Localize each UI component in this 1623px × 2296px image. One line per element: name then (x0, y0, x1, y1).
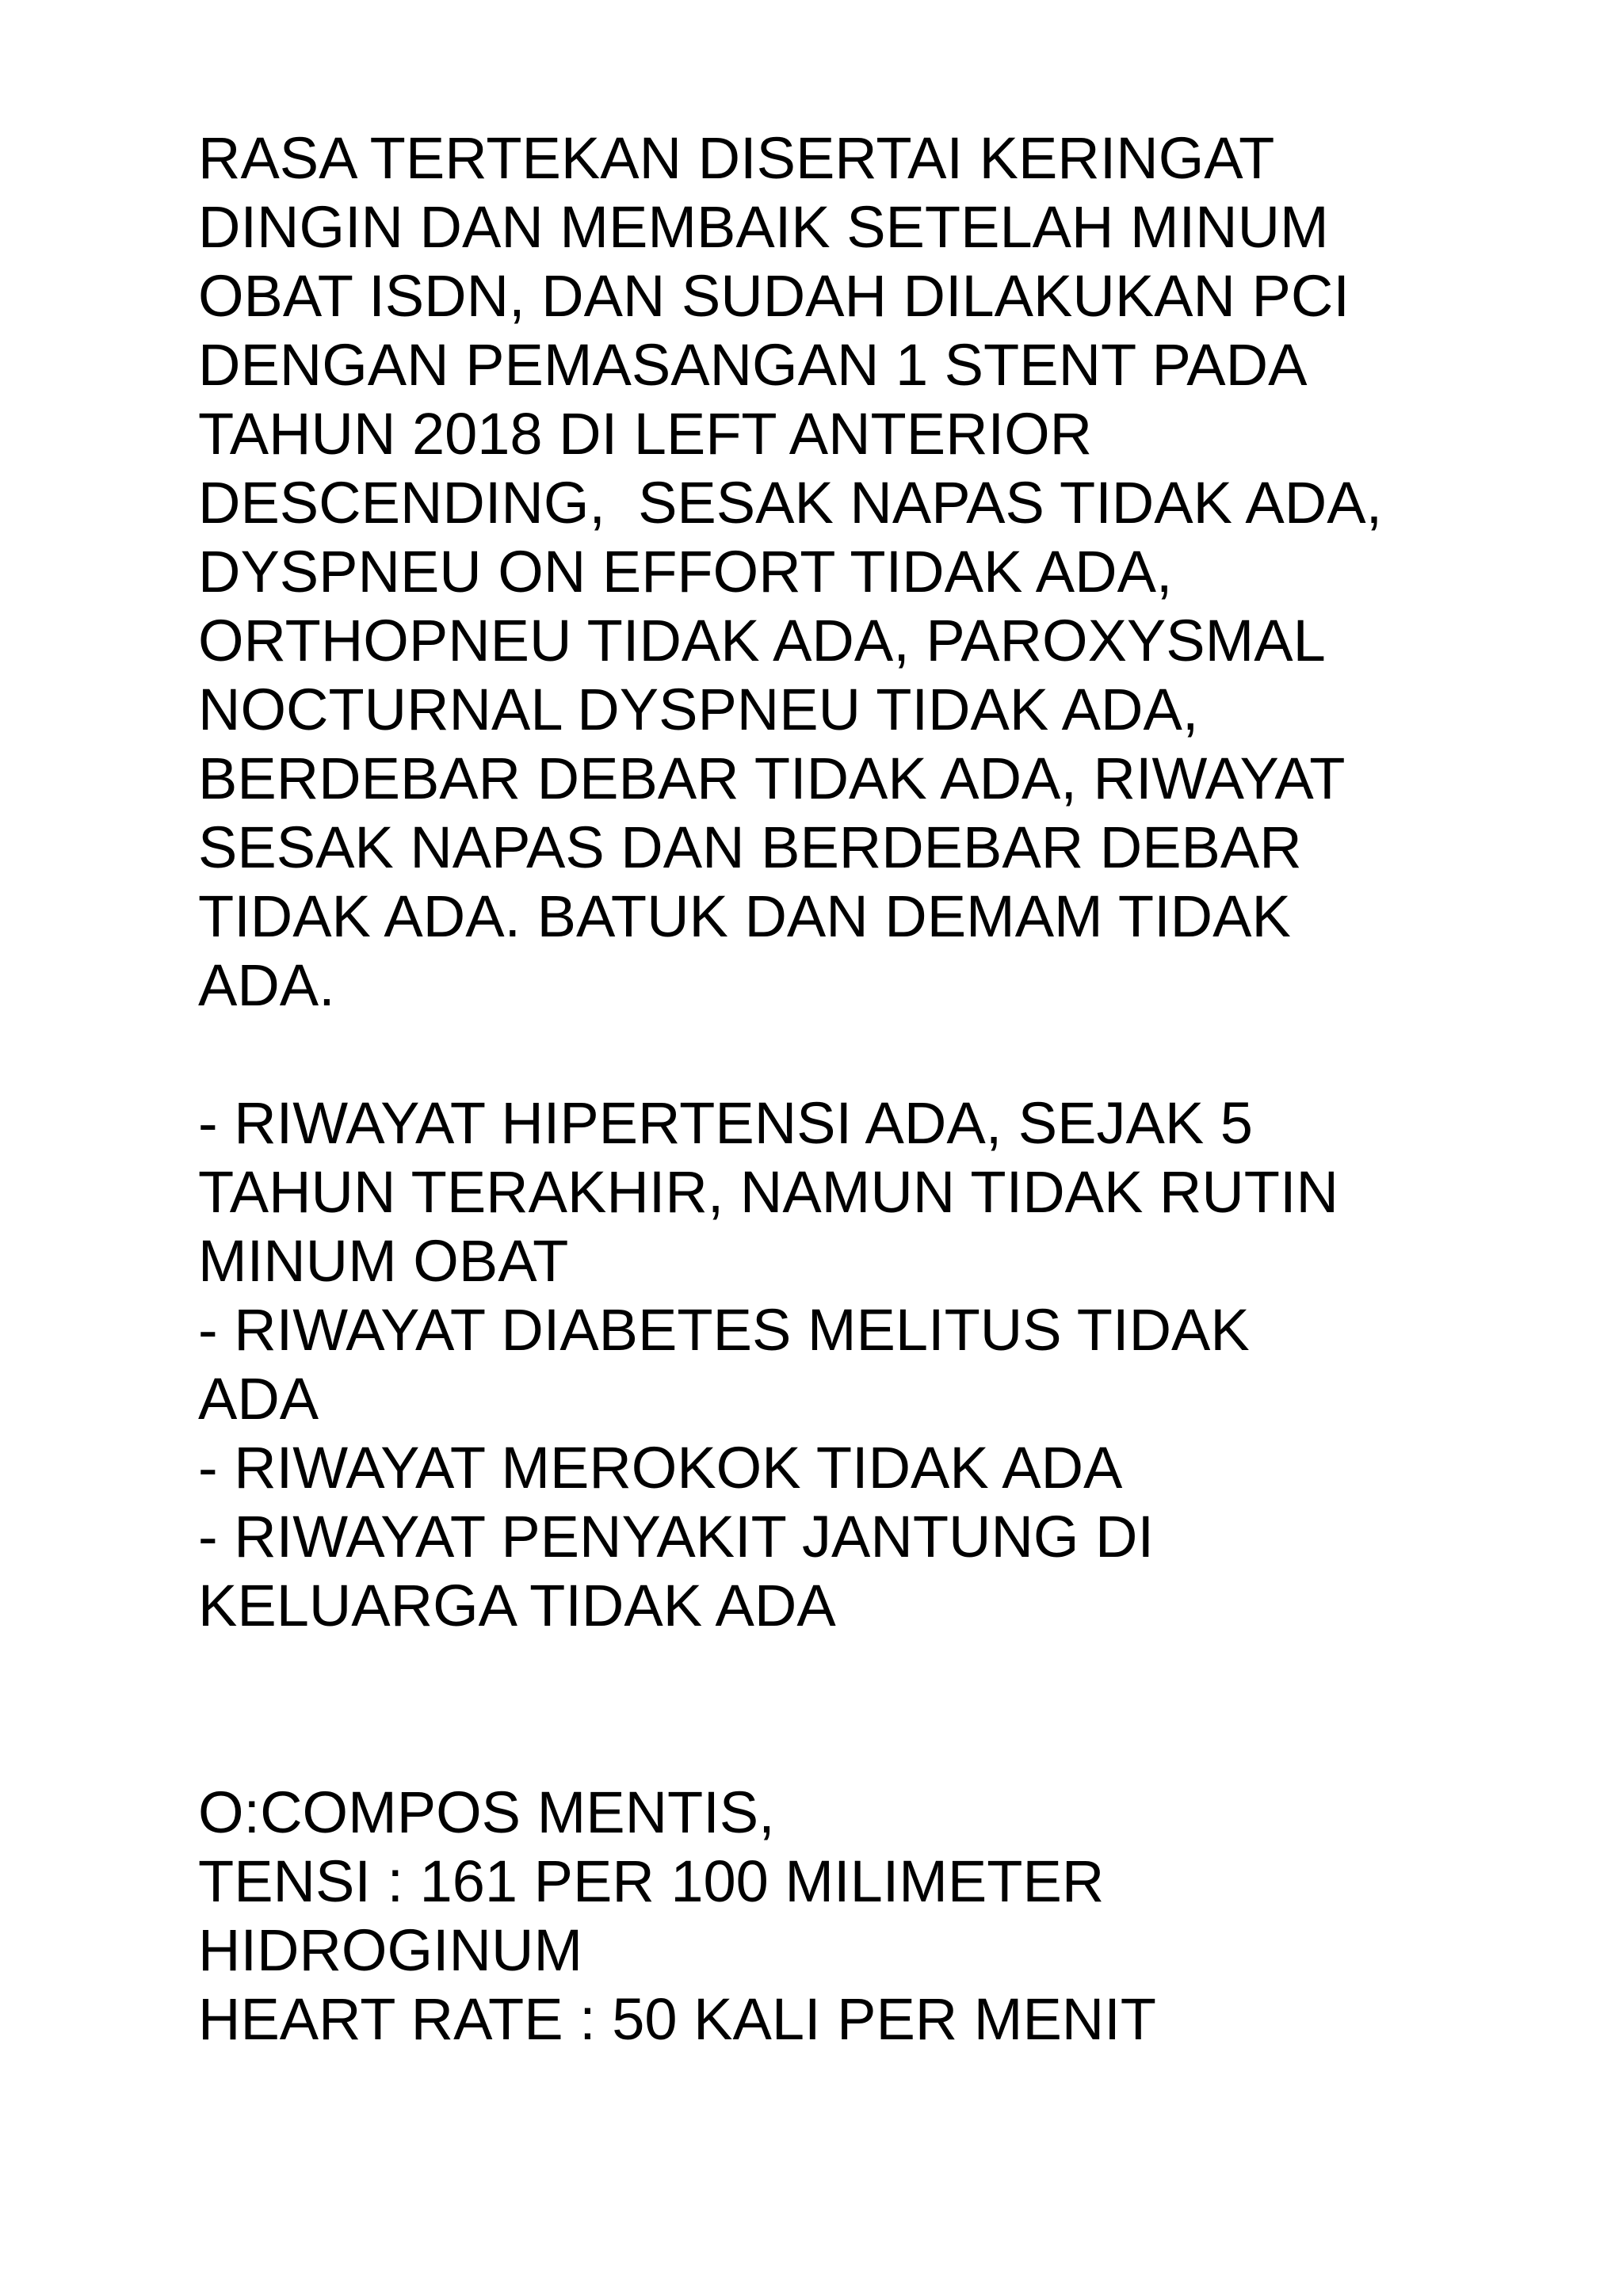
objective-line: HIDROGINUM (198, 1917, 583, 1983)
history-line: ADA (198, 1366, 319, 1432)
paragraph1-line: TAHUN 2018 DI LEFT ANTERIOR (198, 401, 1093, 467)
history-line: TAHUN TERAKHIR, NAMUN TIDAK RUTIN (198, 1159, 1338, 1225)
document-text (198, 124, 1545, 2054)
paragraph1-line: DENGAN PEMASANGAN 1 STENT PADA (198, 332, 1308, 398)
paragraph1-line: SESAK NAPAS DAN BERDEBAR DEBAR (198, 814, 1302, 880)
paragraph1-line: DYSPNEU ON EFFORT TIDAK ADA, (198, 539, 1173, 605)
paragraph1-line: BERDEBAR DEBAR TIDAK ADA, RIWAYAT (198, 746, 1346, 811)
blank-line (198, 1709, 1545, 1778)
history-line: - RIWAYAT DIABETES MELITUS TIDAK (198, 1297, 1250, 1363)
paragraph1-line: ADA. (198, 952, 335, 1018)
paragraph1-line: TIDAK ADA. BATUK DAN DEMAM TIDAK (198, 883, 1291, 949)
paragraph1-line: NOCTURNAL DYSPNEU TIDAK ADA, (198, 677, 1199, 742)
history-line: - RIWAYAT MEROKOK TIDAK ADA (198, 1435, 1123, 1501)
objective-line: TENSI : 161 PER 100 MILIMETER (198, 1848, 1105, 1914)
blank-line (198, 1640, 1545, 1709)
paragraph1-line: OBAT ISDN, DAN SUDAH DILAKUKAN PCI (198, 263, 1350, 329)
objective-line: O:COMPOS MENTIS, (198, 1779, 775, 1845)
blank-line (198, 1020, 1545, 1089)
history-line: - RIWAYAT PENYAKIT JANTUNG DI (198, 1504, 1155, 1569)
history-line: KELUARGA TIDAK ADA (198, 1573, 836, 1638)
history-line: MINUM OBAT (198, 1228, 569, 1294)
paragraph1-line: ORTHOPNEU TIDAK ADA, PAROXYSMAL (198, 608, 1326, 673)
objective-line: HEART RATE : 50 KALI PER MENIT (198, 1986, 1157, 2052)
paragraph1-line: DESCENDING, SESAK NAPAS TIDAK ADA, (198, 470, 1383, 536)
paragraph1-line: DINGIN DAN MEMBAIK SETELAH MINUM (198, 194, 1329, 260)
history-line: - RIWAYAT HIPERTENSI ADA, SEJAK 5 (198, 1090, 1253, 1156)
paragraph1-line: RASA TERTEKAN DISERTAI KERINGAT (198, 125, 1275, 191)
